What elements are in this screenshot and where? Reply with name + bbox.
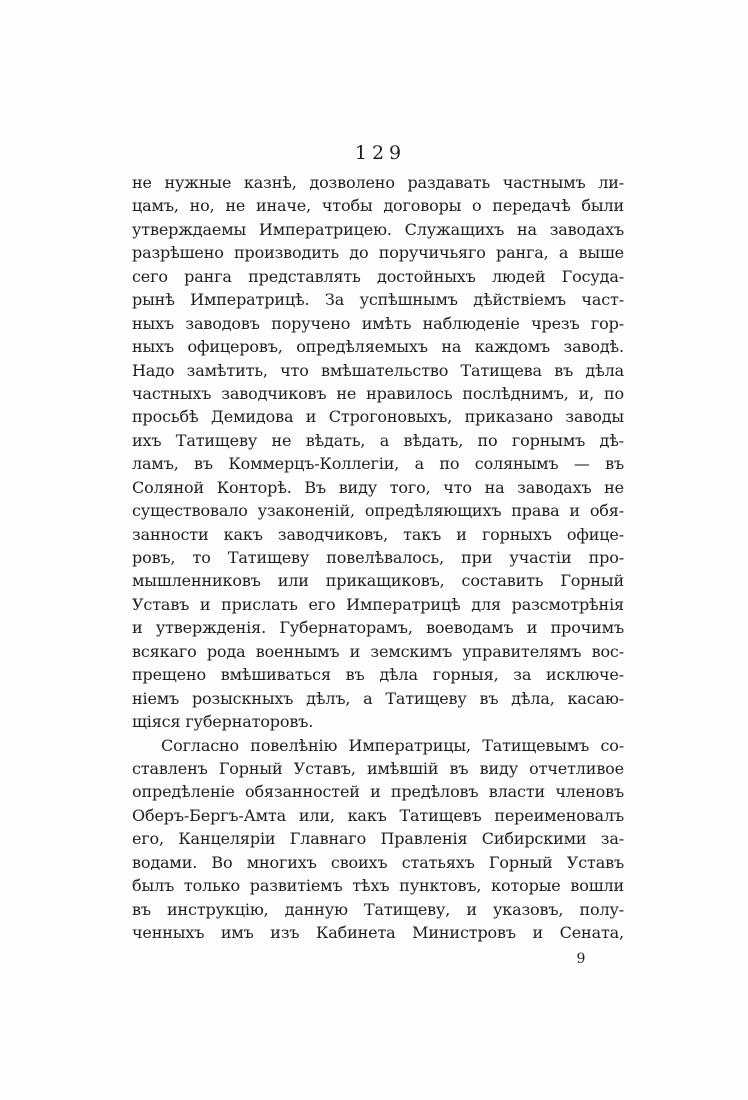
text-line: сего ранга представлять достойныхъ людей Госуда- <box>132 266 624 286</box>
text-line: частныхъ заводчиковъ не нравилось послѣднимъ, и, по <box>132 383 624 403</box>
text-line: щіяся губернаторовъ. <box>132 712 314 732</box>
text-line: ровъ, то Татищеву повелѣвалось, при участіи про- <box>132 548 624 567</box>
text-line: мышленниковъ или прикащиковъ, составить Горный <box>132 571 624 591</box>
text-line: ламъ, въ Коммерцъ-Коллегіи, а по солянымъ — въ <box>132 454 624 474</box>
text-block <box>132 171 624 944</box>
text-line: Соляной Конторѣ. Въ виду того, что на заводахъ не <box>132 477 624 497</box>
text-line: всякаго рода военнымъ и земскимъ управителямъ вос- <box>132 641 624 661</box>
text-line: существовало узаконеній, опредѣляющихъ права и обя- <box>132 501 624 521</box>
text-line: Согласно повелѣнію Императрицы, Татищевымъ со- <box>161 735 624 755</box>
text-line: Надо замѣтить, что вмѣшательство Татищева въ дѣла <box>132 360 624 380</box>
text-line: ніемъ розыскныхъ дѣлъ, а Татищеву въ дѣла, касаю- <box>132 688 624 708</box>
text-line: ныхъ офицеровъ, опредѣляемыхъ на каждомъ заводѣ. <box>132 337 624 357</box>
text-line: Оберъ-Бергъ-Амта или, какъ Татищевъ переименовалъ <box>132 805 624 825</box>
text-line: рынѣ Императрицѣ. За успѣшнымъ дѣйствіемъ част- <box>132 290 624 310</box>
text-line: и утвержденія. Губернаторамъ, воеводамъ и прочимъ <box>132 618 624 638</box>
text-line: ставленъ Горный Уставъ, имѣвшій въ виду отчетливое <box>132 758 624 778</box>
text-line: занности какъ заводчиковъ, такъ и горныхъ офице- <box>132 524 624 544</box>
signature-mark: 9 <box>576 951 586 967</box>
text-line: утверждаемы Императрицею. Служащихъ на заводахъ <box>132 219 624 239</box>
page-number: 129 <box>354 142 407 164</box>
text-line: водами. Во многихъ своихъ статьяхъ Горный Уставъ <box>132 852 624 872</box>
text-line: ченныхъ имъ изъ Кабинета Министровъ и Сената, <box>132 923 624 942</box>
paragraph <box>132 171 624 734</box>
text-line: прещено вмѣшиваться въ дѣла горныя, за исключе- <box>132 665 624 685</box>
text-line: опредѣленіе обязанностей и предѣловъ власти членовъ <box>132 782 624 802</box>
text-line: разрѣшено производить до поручичьяго ранга, а выше <box>132 243 624 263</box>
text-line: въ инструкцію, данную Татищеву, и указовъ, полу- <box>132 899 624 919</box>
text-line: Уставъ и прислать его Императрицѣ для разсмотрѣнія <box>132 594 624 614</box>
text-line: его, Канцеляріи Главнаго Правленія Сибирскими за- <box>132 829 624 849</box>
text-line: ныхъ заводовъ поручено имѣть наблюденіе чрезъ гор- <box>132 313 624 333</box>
text-line: не нужные казнѣ, дозволено раздавать частнымъ ли- <box>132 173 624 192</box>
text-line: просьбѣ Демидова и Строгоновыхъ, приказано заводы <box>132 407 624 427</box>
text-line: цамъ, но, не иначе, чтобы договоры о передачѣ были <box>132 196 624 216</box>
paragraph <box>132 734 624 945</box>
text-line: ихъ Татищеву не вѣдать, а вѣдать, по горнымъ дѣ- <box>132 430 624 450</box>
text-line: былъ только развитіемъ тѣхъ пунктовъ, которые вошли <box>132 876 624 896</box>
